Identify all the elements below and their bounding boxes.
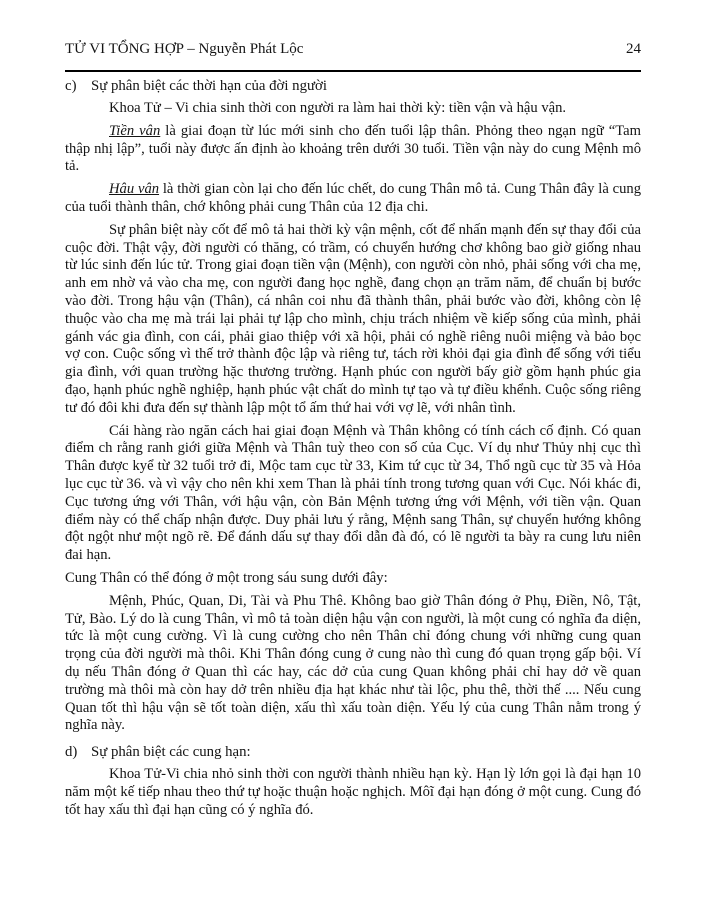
paragraph-tien-van — [65, 123, 641, 176]
paragraph-menh-phuc-quan: Mệnh, Phúc, Quan, Di, Tài và Phu Thê. Không bao giờ Thân đóng ở Phụ, Điền, Nô, Tật, Tử, Bào. Lý do là cung Thân, vì mô tả toàn diện hậu vận con người, là một cung có nghĩa đa diện, tức là một cung cường. Vì là cung cường cho nên Thân chỉ đóng chung với những cung quan trọng của đời người mà thôi. Khi Thân đóng cung ở cung nào thì cung đó quan trọng gấp bội. Ví dụ nếu Thân đóng ở Quan thì các hay, các dở của cung Quan không phải chỉ hay dở về quan trường mà thôi mà còn hay dở trên nhiều địa hạt khác như tài lộc, phu thê, thời thế .... Nếu cung Quan tốt thì hậu vận sẽ tốt toàn diện, xấu thì xấu toàn diện. Yếu lý của cung Thân nằm trong ý nghĩa này. — [65, 592, 641, 734]
paragraph-su-phan-biet: Sự phân biệt này cốt để mô tả hai thời kỳ vận mệnh, cốt để nhấn mạnh đến sự thay đổi của cuộc đời. Thật vậy, đời người có thăng, có trầm, có chuyển hướng chơ không bao giờ giống nhau từ lúc sinh đến lúc tử. Trong giai đoạn tiền vận (Mệnh), con người còn nhỏ, phải sống với cha mẹ, anh em nhờ vả vào cha mẹ, con người đang học nghề, đang chọn ạn trăm năm, để chuẩn bị bước vào đời. Trong hậu vận (Thân), cá nhân coi nhu đã thành thân, phải bước vào đời, không còn lệ thuộc vào cha mẹ mà trái lại phải tự lập cho mình, chịu trách nhiệm về kiếp sống của mình, phải gánh vác gia đình, con cái, phải giao thiệp với xã hội, phải có nghề riêng nuôi miệng và bảo bọc vợ con. Cuộc sống vì thế trở thành độc lập và riêng tư, tách rời khỏi đại gia đình để sống với tiểu gia đình, với quan trường hặc thương trường. Hạnh phúc con người bấy giờ gồm hạnh phúc gia đạo, hạnh phúc nghề nghiệp, hạnh phúc vật chất do mình tự tạo và tự điều khểnh. Cuộc sống riêng tư đó đôi khi đưa đến sự thành lập một tổ ấm thứ hai với vợ lẽ, với nhân tình. — [65, 221, 641, 416]
paragraph-cung-than-intro: Cung Thân có thể đóng ở một trong sáu sung dưới đây: — [65, 569, 388, 586]
section-label: d) — [65, 744, 78, 761]
page-number: 24 — [626, 41, 641, 57]
paragraph-cai-hang-rao: Cái hàng rào ngăn cách hai giai đoạn Mệnh và Thân không có tính cách cố định. Có quan điểm ch rằng ranh giới giữa Mệnh và Thân tuỳ theo con số của Cục. Ví dụ như Thủy nhị cục thì Thân được kyể từ 32 tuổi trở đi, Mộc tam cục từ 33, Kim tứ cục từ 34, Thổ ngũ cục từ 35 và Hỏa lục cục từ 36. và vì vậy cho nên khi xem Than là phải tính trong tương quan với Cục. Nói khác đi, Cục tương ứng với Thân, với hậu vận, còn Bản Mệnh tương ứng với Mệnh, với tiền vận. Quan điểm này có thể chấp nhận được. Duy phải lưu ý rằng, Mệnh sang Thân, sự chuyển hướng không đột ngột như một ngõ rẽ. Để đánh dấu sự thay đổi dẫn đà đó, có lẽ người ta bày ra cung lưu niên đai hạn. — [65, 422, 641, 564]
section-title: Sự phân biệt các cung hạn: — [91, 744, 251, 761]
running-header — [65, 40, 641, 58]
hau-van-text: là thời gian còn lại cho đến lúc chết, do cung Thân mô tả. Cung Thân đây là cung của tuổi thành thân, chớ không phải cung Thân của 12 địa chi. — [65, 181, 642, 215]
section-title: Sự phân biệt các thời hạn của đời người — [91, 78, 327, 94]
book-title: TỬ VI TỔNG HỢP – Nguyễn Phát Lộc — [65, 41, 304, 57]
paragraph-khoa-tuvi-chia-nho: Khoa Tử-Vi chia nhỏ sinh thời con người thành nhiều hạn kỳ. Hạn lỳ lớn gọi là đại hạn 10 năm một kế tiếp nhau theo thứ tự hoặc thuận hoặc nghịch. Môĩ đại hạn đóng ở một cung. Cung đó tốt hay xấu thì đại hạn cũng có ý nghĩa đó. — [65, 766, 641, 818]
tien-van-term: Tiền vân — [109, 122, 161, 139]
header-rule — [65, 70, 641, 72]
paragraph-khoa-tuvi: Khoa Tử – Vi chia sinh thời con người ra làm hai thời kỳ: tiền vận và hậu vận. — [109, 100, 567, 116]
section-heading-d — [65, 743, 641, 761]
section-heading-c — [65, 77, 641, 95]
section-label: c) — [65, 78, 77, 94]
tien-van-text: là giai đoạn từ lúc mới sinh cho đến tuổi lập thân. Phỏng theo ngạn ngữ “Tam thập nhị lập”, tuổi này được ấn định ào khoảng trên dưới 30 tuổi. Tiền vận này do cung Mệnh mô tả. — [65, 122, 641, 175]
hau-van-term: Hâu vân — [109, 181, 160, 198]
paragraph-hau-van — [65, 181, 641, 217]
